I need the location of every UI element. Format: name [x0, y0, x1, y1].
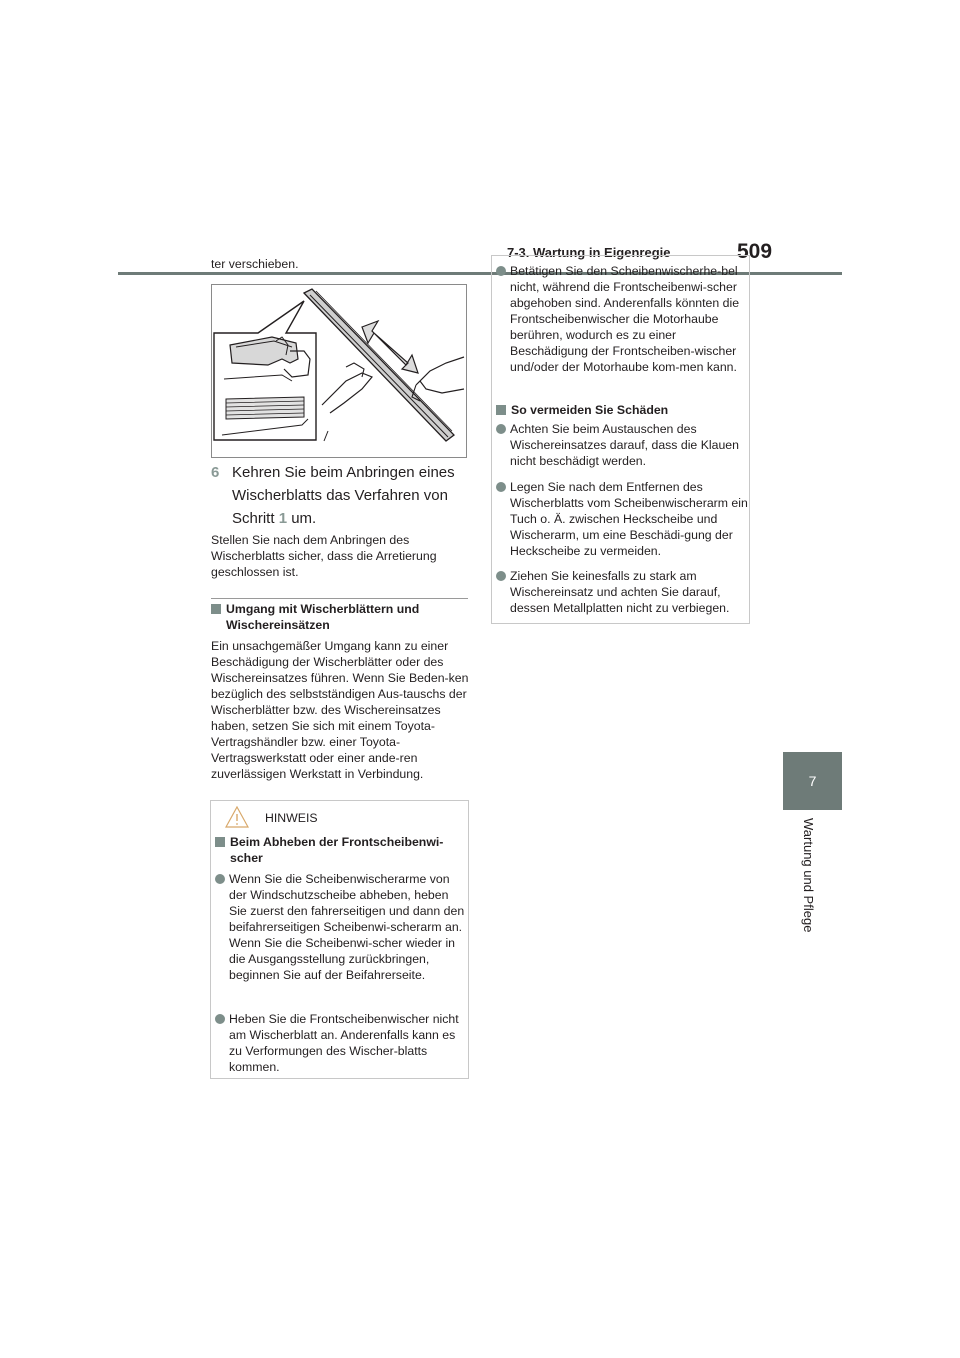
- round-bullet-icon: [496, 266, 506, 276]
- right-bullet-text: Achten Sie beim Austauschen des Wischereinsatzes darauf, dass die Klauen nicht beschädigt werden.: [510, 422, 739, 468]
- step-number: 6: [211, 464, 220, 481]
- notice-header: [211, 801, 468, 835]
- intro-text: ter verschieben.: [211, 257, 299, 271]
- chapter-title: Wartung und Pflege: [801, 818, 816, 933]
- damage-prevention-heading: [496, 402, 751, 418]
- page-number: 509: [737, 240, 773, 263]
- heading-text: Umgang mit Wischerblättern und Wischereinsätzen: [226, 602, 420, 632]
- round-bullet-icon: [496, 424, 506, 434]
- notice-bullet-text: Heben Sie die Frontscheibenwischer nicht am Wischerblatt an. Anderenfalls kann es zu Verformungen des Wischer-blatts kommen.: [229, 1012, 459, 1074]
- chapter-tab: [783, 752, 842, 810]
- square-bullet-icon: [215, 837, 225, 847]
- step-text-end: um.: [291, 510, 317, 527]
- notice-label: HINWEIS: [265, 811, 318, 825]
- section-divider: [211, 598, 468, 599]
- wiper-handling-heading: [211, 601, 484, 633]
- wiper-figure: [211, 284, 467, 458]
- warning-triangle-icon: [225, 806, 249, 828]
- round-bullet-icon: [496, 482, 506, 492]
- wiper-handling-body: Ein unsachgemäßer Umgang kann zu einer Beschädigung der Wischerblätter oder des Wischereinsatzes führen. Wenn Sie Beden-ken bezüglich des selbstständigen Aus-tauschs der Wischerblätter bzw. des Wischereinsatzes haben, setzen Sie sich mit einem Toyota-Vertragshändler bzw. einer Toyota-Vertragswerkstatt oder einer ande-ren zuverlässigen Werkstatt in Verbindung.: [211, 639, 469, 781]
- notice-bullet-text: Wenn Sie die Scheibenwischerarme von der Windschutzscheibe abheben, heben Sie zuerst den fahrerseitigen und dann den beifahrerseitigen Scheibenwi-scherarm an. Wenn Sie die Scheibenwi-scher wieder in die Ausgangsstellung zurückbringen, beginnen Sie auf der Beifahrerseite.: [229, 872, 465, 982]
- notice-bullet: [215, 871, 469, 983]
- notice-continued-box: [491, 255, 750, 624]
- step-note: Stellen Sie nach dem Anbringen des Wischerblatts sicher, dass die Arretierung geschlossen ist.: [211, 533, 437, 579]
- notice-box: [210, 800, 469, 1079]
- round-bullet-icon: [215, 874, 225, 884]
- square-bullet-icon: [496, 405, 506, 415]
- right-bullet-text: Ziehen Sie keinesfalls zu stark am Wischereinsatz und achten Sie darauf, dessen Metallplatten nicht zu verbiegen.: [510, 569, 730, 615]
- notice-bullet: [215, 1011, 469, 1075]
- section-title: 7-3. Wartung in Eigenregie: [507, 245, 671, 260]
- step-text-main: Kehren Sie beim Anbringen eines Wischerblatts das Verfahren von Schritt: [232, 464, 455, 527]
- step-text: [232, 461, 469, 530]
- right-bullet: [496, 568, 750, 616]
- right-bullet: [496, 479, 750, 559]
- wiper-blade-illustration: [212, 285, 466, 457]
- round-bullet-icon: [496, 571, 506, 581]
- step-reference: 1: [278, 510, 288, 527]
- right-bullet-text: Betätigen Sie den Scheibenwischerhe-bel nicht, während die Frontscheibenwi-scher abgehoben sind. Anderenfalls könnten die Frontscheibenwischer die Motorhaube berühren, wodurch es zu einer Beschädigung der Frontscheiben-wischer und/oder der Motorhaube kom-men kann.: [510, 264, 740, 374]
- damage-heading-text: So vermeiden Sie Schäden: [511, 403, 669, 417]
- square-bullet-icon: [211, 604, 221, 614]
- step-6: [211, 461, 469, 530]
- right-bullet-text: Legen Sie nach dem Entfernen des Wischerblatts vom Scheibenwischerarm ein Tuch o. Ä. zwischen Heckscheibe und Wischerarm, um eine Beschädi-gung der Heckscheibe zu vermeiden.: [510, 480, 748, 558]
- chapter-number: 7: [808, 773, 817, 789]
- right-bullet: [496, 263, 750, 375]
- right-bullet: [496, 421, 750, 469]
- notice-heading-text: Beim Abheben der Frontscheibenwi-scher: [230, 835, 444, 865]
- notice-heading: [215, 834, 468, 866]
- round-bullet-icon: [215, 1014, 225, 1024]
